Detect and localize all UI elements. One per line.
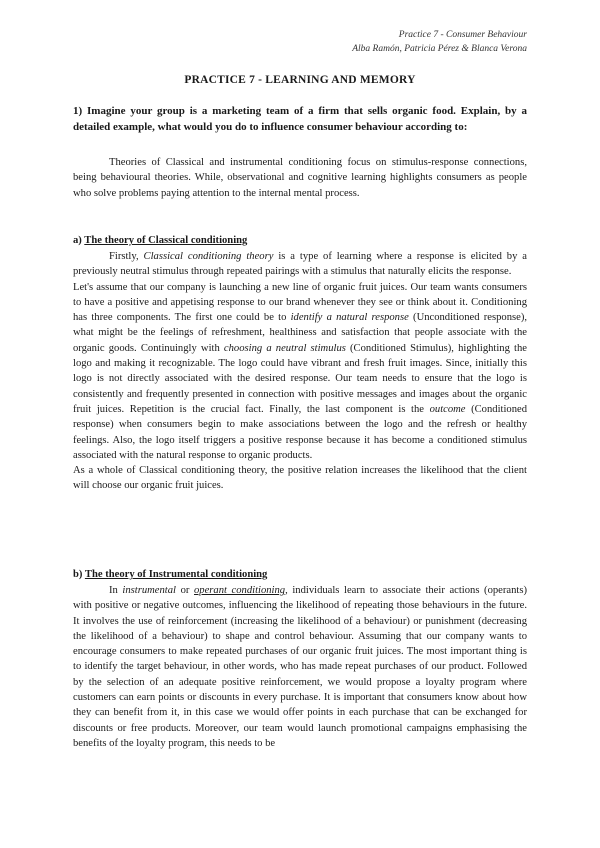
section-a-title: The theory of Classical conditioning — [84, 235, 248, 246]
section-b-body — [73, 583, 527, 751]
emphasis-term: outcome — [429, 403, 466, 415]
emphasis-term: instrumental — [122, 585, 176, 596]
text-run: or — [175, 585, 194, 596]
header-authors: Alba Ramón, Patricia Pérez & Blanca Verona — [352, 44, 527, 54]
page-title: PRACTICE 7 - LEARNING AND MEMORY — [184, 74, 416, 86]
section-a-paragraph-2 — [73, 280, 527, 464]
section-a-paragraph-3: As a whole of Classical conditioning theory, the positive relation increases the likelihood that the client will choose our organic fruit juices. — [73, 465, 527, 492]
section-b-heading — [73, 567, 527, 582]
text-run: Let's assume that our company is launching a new line of organic fruit juices. Our team wants consumers to have a positive and appetising response to our brand whenever they see or think about it. Conditioning has three components. The first one could be to — [73, 281, 527, 324]
emphasis-term: choosing a neutral stimulus — [223, 342, 346, 354]
text-run: (Conditioned response) when consumers begin to make associations between the logo and the refresh or healthy feelings. Also, the logo itself triggers a positive response because it has become a conditioned stimulus associated with the natural response to organic products. — [73, 403, 527, 461]
section-b-prefix: b) — [73, 569, 85, 580]
text-run: In — [109, 585, 123, 596]
text-run: (Unconditioned response), what might be the feelings of refreshment, healthiness and satisfaction that people associate with the organic goods. Continuingly with — [73, 312, 527, 354]
emphasis-term: operant conditioning — [194, 585, 286, 596]
text-run: (Conditioned Stimulus), highlighting the logo and making it recognizable. The logo could have vibrant and fresh fruit images. Since, initially this logo is not directly associated with the desired response. Our team needs to ensure that the logo is consistently and frequently presented in connection with positive messages and images about the organic fruit juices. Repetition is the crucial fact. Finally, the last component is the — [73, 342, 528, 415]
section-a-body — [73, 249, 527, 494]
section-b-title: The theory of Instrumental conditioning — [84, 569, 268, 580]
section-a-heading — [73, 233, 527, 248]
running-header — [352, 28, 527, 56]
text-run: , individuals learn to associate their actions (operants) with positive or negative outcomes, influencing the likelihood of repeating those behaviours in the future. It involves the use of reinforcement (increasing the likelihood of a behaviour) or punishment (decreasing the likelihood of a behaviour) to shape and control behaviour. Assuming that our company wants to encourage consumers to make repeated purchases of our organic fruit juices. The most important thing is to identify the target behaviour, in other words, who has made repeat purchases of our product. Followed by the selection of an adequate positive reinforcement, we would propose a loyalty program where customers can earn points or discounts in every purchase. It is important that consumers know about how they can benefit from it, in this case we would offer points in each purchase that can be exchanged for discounts or free products. Moreover, our team would launch promotional campaigns emphasising the benefits of the loyalty program, this needs to be — [73, 585, 527, 749]
intro-paragraph: Theories of Classical and instrumental conditioning focus on stimulus-response connections, being behavioural theories. While, observational and cognitive learning highlights consumers as people who solve problems paying attention to the internal mental process. — [73, 157, 527, 199]
text-run: Firstly, — [109, 251, 144, 262]
emphasis-term: identify a natural response — [290, 312, 409, 324]
section-b-paragraph-1 — [73, 583, 527, 751]
question-text: 1) Imagine your group is a marketing team of a firm that sells organic food. Explain, by a detailed example, what would you do to influence consumer behaviour according to: — [73, 105, 527, 133]
text-run: is a type of learning where a response is elicited by a previously neutral stimulus through repeated pairings with a stimulus that naturally elicits the response. — [73, 251, 528, 278]
header-course: Practice 7 - Consumer Behaviour — [398, 30, 527, 40]
section-a-paragraph-1 — [73, 249, 527, 280]
emphasis-term: Classical conditioning theory — [143, 251, 274, 262]
section-a-prefix: a) — [73, 235, 85, 246]
